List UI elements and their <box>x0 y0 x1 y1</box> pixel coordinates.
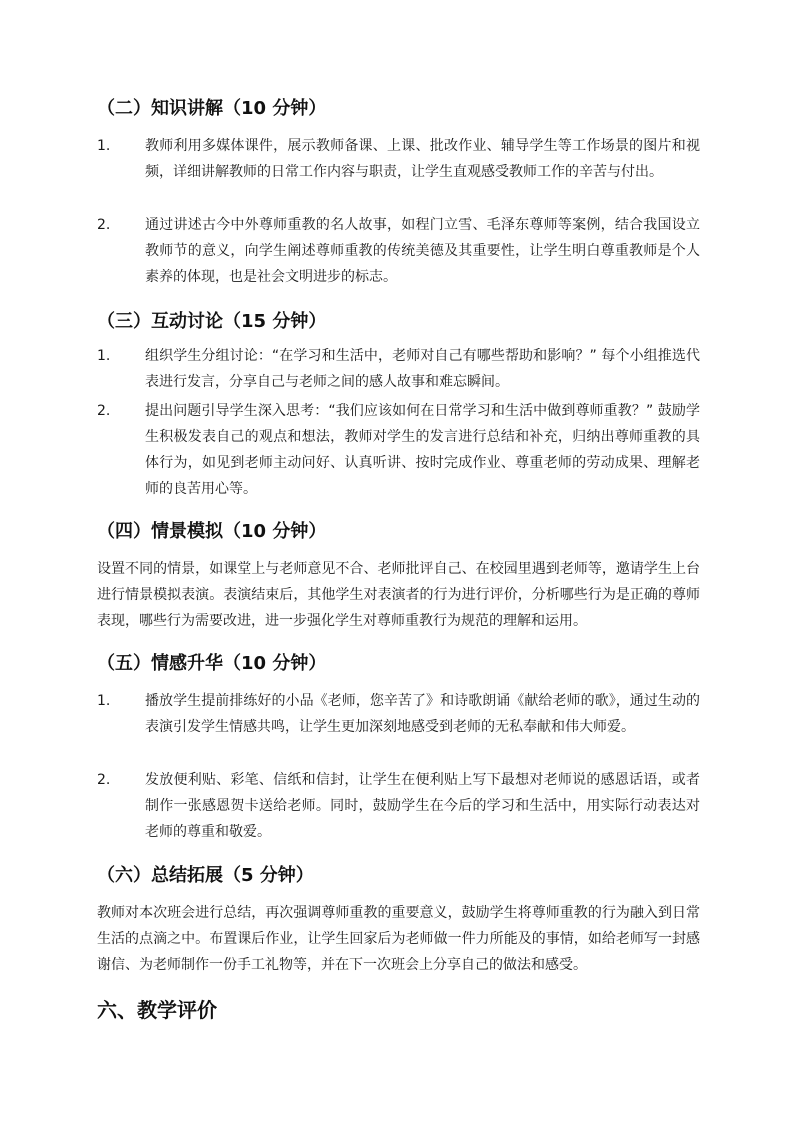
list-number: 2. <box>97 772 111 788</box>
list-item <box>97 688 700 766</box>
section-heading-summary: （六）总结拓展（5 分钟） <box>97 865 314 886</box>
list-item-text: 发放便利贴、彩笔、信纸和信封，让学生在便利贴上写下最想对老师说的感恩话语，或者制作一张感恩贺卡送给老师。同时，鼓励学生在今后的学习和生活中，用实际行动表达对老师的尊重和敬爱。 <box>145 772 700 840</box>
list-item <box>97 398 700 502</box>
section-heading-emotion: （五）情感升华（10 分钟） <box>97 653 327 674</box>
list-item <box>97 343 700 395</box>
list-item-text: 组织学生分组讨论：“在学习和生活中，老师对自己有哪些帮助和影响？” 每个小组推选代表进行发言，分享自己与老师之间的感人故事和难忘瞬间。 <box>145 348 700 390</box>
section-paragraph-summary: 教师对本次班会进行总结，再次强调尊师重教的重要意义，鼓励学生将尊师重教的行为融入到日常生活的点滴之中。布置课后作业，让学生回家后为老师做一件力所能及的事情，如给老师写一封感谢信、为老师制作一份手工礼物等，并在下一次班会上分享自己的做法和感受。 <box>97 905 700 973</box>
list-number: 1. <box>97 348 111 364</box>
list-item <box>97 767 700 845</box>
list-item-text: 通过讲述古今中外尊师重教的名人故事，如程门立雪、毛泽东尊师等案例，结合我国设立教师节的意义，向学生阐述尊师重教的传统美德及其重要性，让学生明白尊重教师是个人素养的体现，也是社会文明进步的标志。 <box>145 217 700 285</box>
list-number: 1. <box>97 693 111 709</box>
list-item <box>97 133 700 211</box>
list-number: 1. <box>97 138 111 154</box>
list-item-text: 教师利用多媒体课件，展示教师备课、上课、批改作业、辅导学生等工作场景的图片和视频，详细讲解教师的日常工作内容与职责，让学生直观感受教师工作的辛苦与付出。 <box>145 138 700 180</box>
list-item <box>97 212 700 290</box>
list-item-text: 播放学生提前排练好的小品《老师，您辛苦了》和诗歌朗诵《献给老师的歌》，通过生动的表演引发学生情感共鸣，让学生更加深刻地感受到老师的无私奉献和伟大师爱。 <box>145 693 700 735</box>
list-item-text: 提出问题引导学生深入思考：“我们应该如何在日常学习和生活中做到尊师重教？” 鼓励学生积极发表自己的观点和想法，教师对学生的发言进行总结和补充，归纳出尊师重教的具体行为，如见到老师主动问好、认真听讲、按时完成作业、尊重老师的劳动成果、理解老师的良苦用心等。 <box>145 403 700 497</box>
section-paragraph-scenario: 设置不同的情景，如课堂上与老师意见不合、老师批评自己、在校园里遇到老师等，邀请学生上台进行情景模拟表演。表演结束后，其他学生对表演者的行为进行评价，分析哪些行为是正确的尊师表现，哪些行为需要改进，进一步强化学生对尊师重教行为规范的理解和运用。 <box>97 561 700 629</box>
section-heading-scenario: （四）情景模拟（10 分钟） <box>97 521 327 542</box>
list-number: 2. <box>97 217 111 233</box>
section-heading-discussion: （三）互动讨论（15 分钟） <box>97 311 327 332</box>
chapter-heading-evaluation: 六、教学评价 <box>97 998 217 1022</box>
section-heading-knowledge: （二）知识讲解（10 分钟） <box>97 98 327 119</box>
list-number: 2. <box>97 403 111 419</box>
